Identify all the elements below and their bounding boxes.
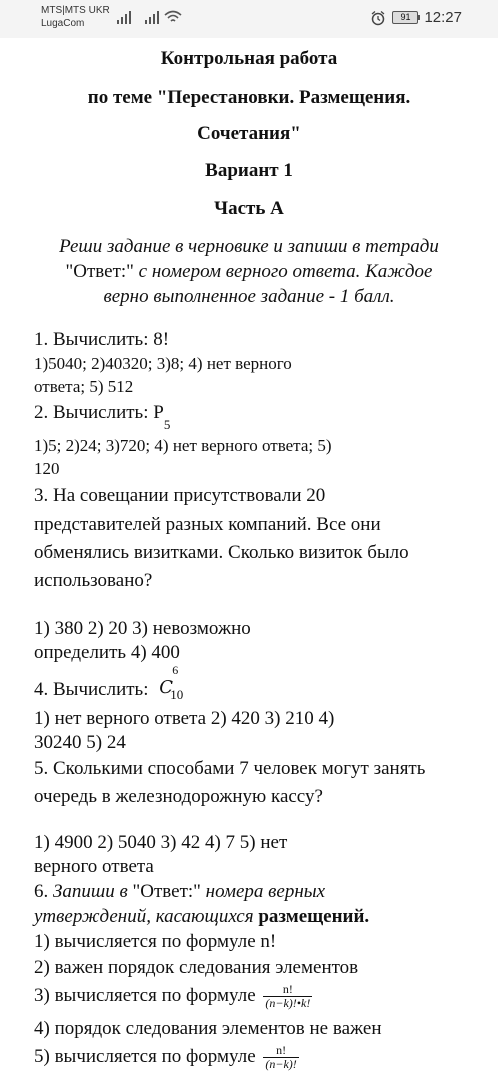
question-2-options: 1)5; 2)24; 3)720; 4) нет верного ответа; 5) [34, 436, 332, 455]
title-line-2: по теме "Перестановки. Размещения. [87, 87, 411, 108]
variant-heading: Вариант 1 [205, 160, 293, 181]
question-4-text: 4. Вычислить: [34, 679, 149, 700]
instruction-answer-label: "Ответ:" [65, 261, 134, 282]
formula-1-numerator: n! [263, 983, 312, 997]
question-2-options-cont: 120 [34, 459, 60, 478]
question-6-text: Запиши в [53, 881, 133, 902]
formula-1-denominator: (n−k)!•k! [265, 996, 311, 1010]
alarm-icon [370, 10, 386, 26]
status-bar [0, 0, 498, 38]
combination-superscript: 6 [172, 663, 179, 677]
statement-4: 4) порядок следования элементов не важен [34, 1018, 382, 1039]
question-4-options-cont: 30240 5) 24 [34, 732, 126, 753]
statement-2: 2) важен порядок следования элементов [34, 957, 359, 978]
formula-fraction-2 [263, 1044, 298, 1071]
signal-icon-2 [144, 10, 160, 24]
question-4-options: 1) нет верного ответа 2) 420 3) 210 4) [34, 708, 335, 729]
carrier-name: MTS|MTS UKR [41, 5, 110, 16]
question-6-number: 6. [34, 881, 53, 902]
question-6-answer-label: "Ответ:" [132, 881, 201, 902]
clock: 12:27 [424, 9, 462, 26]
title-line-1: Контрольная работа [160, 48, 338, 69]
statement-5-text: 5) вычисляется по формуле [34, 1045, 261, 1067]
instruction-line-1: Реши задание в черновике и запиши в тетради [59, 236, 439, 257]
question-6-text-2: номера верных [200, 881, 326, 902]
question-5-line-1: 5. Сколькими способами 7 человек могут занять [34, 758, 426, 779]
carrier-info [41, 4, 110, 30]
question-5-line-2: очередь в железнодорожную кассу? [34, 786, 323, 807]
combination-symbol [159, 663, 193, 702]
battery-icon: 91 [392, 11, 418, 24]
statement-5 [34, 1044, 299, 1071]
wifi-icon [164, 10, 182, 24]
carrier-secondary: LugaCom [41, 18, 85, 29]
question-6-line-2 [34, 906, 369, 928]
question-5-options-cont: верного ответа [34, 856, 154, 877]
question-2-subscript: 5 [163, 416, 171, 432]
question-3-line-3: обменялись визитками. Сколько визиток было [34, 542, 409, 563]
question-6-line-1 [34, 881, 325, 903]
question-2-text: 2. Вычислить: P [34, 402, 164, 423]
question-4 [34, 663, 193, 702]
question-3-line-4: использовано? [34, 570, 153, 591]
combination-letter: C [159, 677, 174, 698]
part-heading: Часть А [214, 198, 284, 219]
title-line-3: Сочетания" [197, 123, 301, 144]
signal-icon [116, 10, 132, 24]
instruction-text: с номером верного ответа. Каждое [133, 261, 433, 282]
formula-fraction-1 [263, 983, 312, 1010]
instruction-line-2 [0, 261, 498, 283]
statement-3 [34, 983, 312, 1010]
formula-2-numerator: n! [263, 1044, 298, 1058]
question-5-options: 1) 4900 2) 5040 3) 42 4) 7 5) нет [34, 832, 288, 853]
question-3-line-2: представителей разных компаний. Все они [34, 514, 381, 535]
question-6-text-3: утверждений, касающихся [34, 906, 259, 927]
question-2 [34, 402, 171, 432]
statement-3-text: 3) вычисляется по формуле [34, 984, 261, 1006]
combination-subscript: 10 [170, 687, 184, 702]
question-3-options-cont: определить 4) 400 [34, 642, 180, 663]
instruction-line-3: верно выполненное задание - 1 балл. [103, 286, 395, 307]
question-1: 1. Вычислить: 8! [34, 329, 170, 350]
question-3-line-1: 3. На совещании присутствовали 20 [34, 485, 326, 506]
formula-2-denominator: (n−k)! [265, 1057, 297, 1071]
question-1-options: 1)5040; 2)40320; 3)8; 4) нет верного [34, 354, 292, 373]
question-1-options-cont: ответа; 5) 512 [34, 377, 134, 396]
question-6-keyword: размещений. [258, 906, 370, 927]
status-right [370, 9, 462, 26]
statement-1: 1) вычисляется по формуле n! [34, 931, 277, 952]
question-3-options: 1) 380 2) 20 3) невозможно [34, 618, 251, 639]
